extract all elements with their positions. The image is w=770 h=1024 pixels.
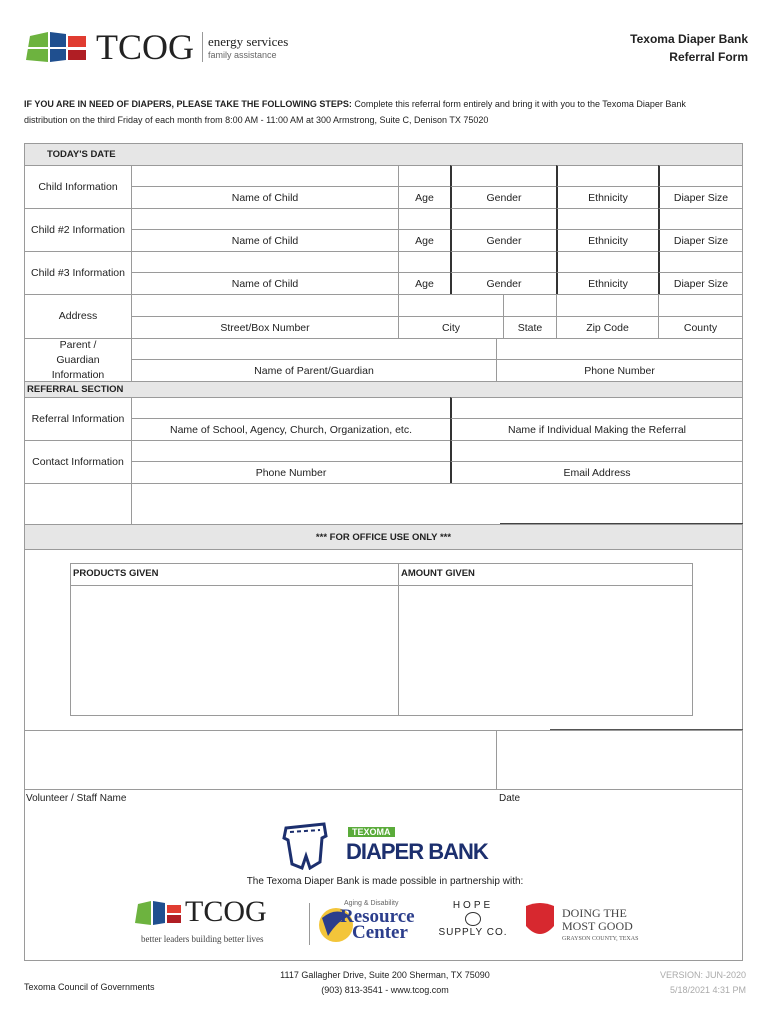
products-given-input[interactable] (71, 586, 399, 715)
adrc-logo: Aging & Disability Resource Center (318, 900, 433, 948)
tcog-logo: TCOG energy services family assistance (26, 30, 296, 66)
child-3-age-input[interactable] (398, 251, 451, 273)
products-table (70, 563, 693, 716)
ethnicity-label: Ethnicity (556, 186, 659, 209)
child-3-label: Child #3 Information (24, 251, 132, 295)
parent-phone-input[interactable] (496, 338, 743, 360)
diaper-bank-logo: TEXOMA DIAPER BANK (282, 822, 502, 872)
amount-given-header: AMOUNT GIVEN (399, 564, 692, 586)
hope-supply-logo: HOPE SUPPLY CO. (438, 900, 508, 938)
partnership-text: The Texoma Diaper Bank is made possible in partnership with: (246, 876, 524, 887)
city-label: City (398, 316, 504, 339)
ethnicity-label: Ethnicity (556, 229, 659, 252)
child-2-ethnicity-input[interactable] (556, 208, 659, 230)
contact-phone-label: Phone Number (131, 461, 451, 484)
child-2-age-input[interactable] (398, 208, 451, 230)
child-1-label: Child Information (24, 165, 132, 209)
name-of-child-label: Name of Child (131, 186, 399, 209)
city-input[interactable] (398, 294, 504, 317)
footer-version: VERSION: JUN-2020 5/18/2021 4:31 PM (659, 970, 746, 995)
products-given-header: PRODUCTS GIVEN (71, 564, 399, 586)
instructions: IF YOU ARE IN NEED OF DIAPERS, PLEASE TAKE THE FOLLOWING STEPS: Complete this referral form entirely and bring it with you to the Texoma Diaper Bank distribution on the third Friday of each month from 8:00 AM - 11:00 AM at 300 Armstrong, Suite C, Denison TX 75020 (24, 99, 686, 125)
child-1-gender-input[interactable] (450, 165, 557, 187)
child-3-name-input[interactable] (131, 251, 399, 273)
child-1-diaper-size-input[interactable] (658, 165, 743, 187)
parent-name-input[interactable] (131, 338, 497, 360)
tcog-partner-logo: TCOG better leaders building better lives (135, 900, 305, 950)
referral-label: Referral Information (24, 397, 132, 441)
office-use-header: *** FOR OFFICE USE ONLY *** (24, 524, 743, 550)
state-label: State (503, 316, 557, 339)
child-2-label: Child #2 Information (24, 208, 132, 252)
salvation-army-logo: DOING THE MOST GOOD GRAYSON COUNTY, TEXAS (522, 900, 647, 948)
diaper-size-label: Diaper Size (658, 186, 743, 209)
child-1-age-input[interactable] (398, 165, 451, 187)
child-2-name-input[interactable] (131, 208, 399, 230)
child-2-gender-input[interactable] (450, 208, 557, 230)
contact-label: Contact Information (24, 440, 132, 484)
contact-email-input[interactable] (450, 440, 743, 462)
date-label: Date (499, 793, 521, 804)
date-input[interactable] (496, 730, 743, 790)
gender-label: Gender (450, 272, 557, 295)
street-label: Street/Box Number (131, 316, 399, 339)
volunteer-label: Volunteer / Staff Name (26, 793, 127, 804)
name-of-child-label: Name of Child (131, 272, 399, 295)
form-title: Texoma Diaper Bank Referral Form (630, 32, 748, 64)
age-label: Age (398, 186, 451, 209)
footer-address: 1117 Gallagher Drive, Suite 200 Sherman, TX 75090 (903) 813-3541 - www.tcog.com (280, 970, 490, 995)
footer-org: Texoma Council of Governments (24, 982, 155, 992)
referral-individual-label: Name if Individual Making the Referral (450, 418, 743, 441)
notes-input[interactable] (131, 483, 743, 525)
ethnicity-label: Ethnicity (556, 272, 659, 295)
age-label: Age (398, 272, 451, 295)
zip-label: Zip Code (556, 316, 659, 339)
child-3-ethnicity-input[interactable] (556, 251, 659, 273)
referral-org-input[interactable] (131, 397, 451, 419)
parent-name-label: Name of Parent/Guardian (131, 359, 497, 382)
child-3-diaper-size-input[interactable] (658, 251, 743, 273)
gender-label: Gender (450, 186, 557, 209)
county-input[interactable] (658, 294, 743, 317)
referral-org-label: Name of School, Agency, Church, Organization, etc. (131, 418, 451, 441)
salvation-army-shield-icon (522, 902, 558, 942)
referral-individual-input[interactable] (450, 397, 743, 419)
child-3-gender-input[interactable] (450, 251, 557, 273)
volunteer-name-input[interactable] (24, 730, 497, 790)
address-label: Address (24, 294, 132, 339)
name-of-child-label: Name of Child (131, 229, 399, 252)
gender-label: Gender (450, 229, 557, 252)
blank-label-cell (24, 483, 132, 525)
zip-input[interactable] (556, 294, 659, 317)
tcog-mark-icon (135, 900, 185, 926)
street-input[interactable] (131, 294, 399, 317)
age-label: Age (398, 229, 451, 252)
state-input[interactable] (503, 294, 557, 317)
parent-phone-label: Phone Number (496, 359, 743, 382)
diaper-size-label: Diaper Size (658, 229, 743, 252)
child-2-diaper-size-input[interactable] (658, 208, 743, 230)
bear-icon (465, 912, 481, 926)
county-label: County (658, 316, 743, 339)
todays-date-field[interactable]: TODAY'S DATE (24, 143, 743, 166)
child-1-name-input[interactable] (131, 165, 399, 187)
amount-given-input[interactable] (399, 586, 692, 715)
contact-email-label: Email Address (450, 461, 743, 484)
diaper-size-label: Diaper Size (658, 272, 743, 295)
parent-label: Parent / Guardian Information (24, 338, 132, 382)
tcog-mark-icon (26, 30, 96, 64)
contact-phone-input[interactable] (131, 440, 451, 462)
referral-section-header: REFERRAL SECTION (24, 381, 743, 398)
child-1-ethnicity-input[interactable] (556, 165, 659, 187)
diaper-icon (282, 822, 330, 870)
